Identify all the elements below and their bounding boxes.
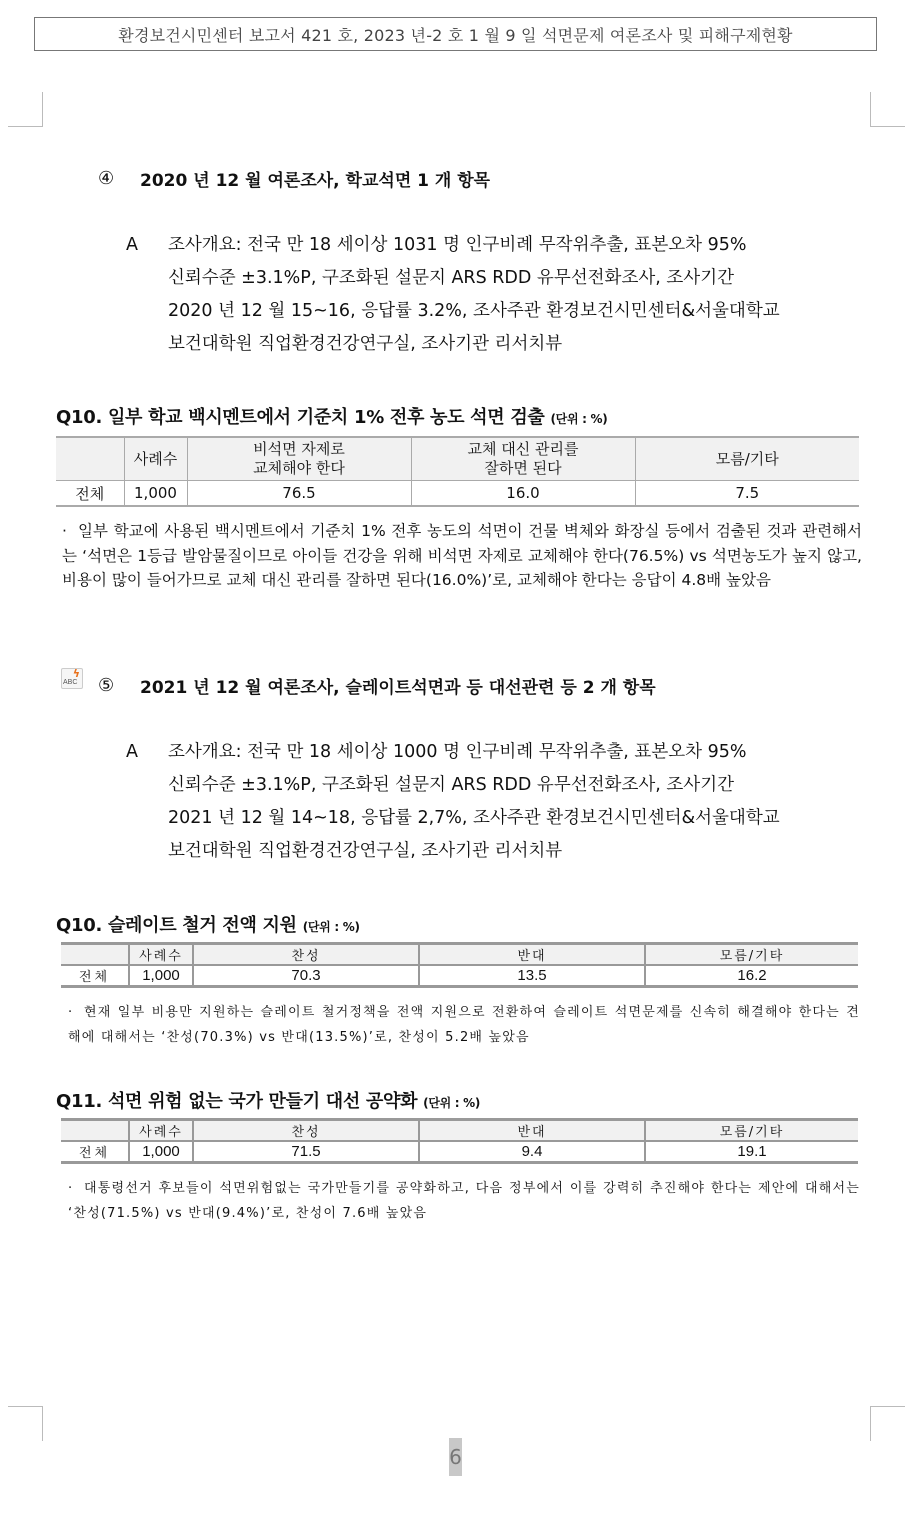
table-cell: 16.2	[645, 965, 858, 987]
result-note	[62, 519, 862, 593]
table-row	[56, 481, 859, 507]
bullet: ·	[62, 522, 67, 540]
result-note	[68, 1176, 860, 1226]
survey-line: 조사개요: 전국 만 18 세이상 1031 명 인구비례 무작위추출, 표본오차 95%	[168, 235, 747, 255]
lightning-icon: ϟ	[72, 667, 80, 680]
table-cell: 7.5	[635, 481, 859, 507]
table-header-row	[56, 437, 859, 481]
survey-line: 보건대학원 직업환경건강연구실, 조사기관 리서치뷰	[168, 334, 563, 354]
table-header-cell	[187, 437, 411, 481]
question-title	[56, 911, 360, 937]
results-table	[61, 942, 858, 988]
table-cell: 19.1	[645, 1141, 858, 1163]
survey-line: 신뢰수준 ±3.1%P, 구조화된 설문지 ARS RDD 유무선전화조사, 조사기간	[168, 775, 734, 795]
section-4-heading	[98, 166, 490, 191]
list-marker: A	[126, 742, 138, 762]
table-header-cell: 찬성	[193, 1120, 419, 1142]
result-note-text: 대통령선거 후보들이 석면위험없는 국가만들기를 공약화하고, 다음 정부에서 이를 강력히 추진해야 한다는 제안에 대해서는 ‘찬성(71.5%) vs 반대(9.4%)’로, 찬성이 7.6배 높았음	[68, 1181, 860, 1221]
unit-label: (단위 : %)	[550, 412, 608, 426]
section-4-number: ④	[98, 168, 115, 189]
result-note-text: 일부 학교에 사용된 백시멘트에서 기준치 1% 전후 농도의 석면이 건물 벽체와 화장실 등에서 검출된 것과 관련해서는 ‘석면은 1등급 발암물질이므로 아이들 건강을 위해 비석면 자제로 교체해야 한다(76.5%) vs 석면농도가 높지 않고, 비용이 많이 들어가므로 교체 대신 관리를 잘하면 된다(16.0%)’로, 교체해야 한다는 응답이 4.8배 높았음	[62, 522, 862, 589]
crop-mark-top-left	[8, 92, 43, 127]
table-cell: 전체	[75, 484, 105, 503]
spellcheck-icon-label: ABC	[63, 679, 78, 686]
table-header-cell	[61, 1120, 129, 1142]
survey-line: 신뢰수준 ±3.1%P, 구조화된 설문지 ARS RDD 유무선전화조사, 조사기간	[168, 268, 734, 288]
question-title	[56, 1087, 480, 1113]
unit-label: (단위 : %)	[423, 1096, 481, 1110]
table-header-cell: 모름/기타	[645, 1120, 858, 1142]
question-title-text: Q10. 슬레이트 철거 전액 지원	[56, 915, 297, 936]
table-header-cell: 반대	[419, 1120, 645, 1142]
result-note-text: 현재 일부 비용만 지원하는 슬레이트 철거정책을 전액 지원으로 전환하여 슬레이트 석면문제를 신속히 해결해야 한다는 견해에 대해서는 ‘찬성(70.3%) vs 반대(13.5%)’로, 찬성이 5.2배 높았음	[68, 1005, 860, 1045]
section-5-number: ⑤	[98, 675, 115, 696]
table-header-cell	[411, 437, 635, 481]
table-cell: 9.4	[419, 1141, 645, 1163]
table-header-cell: 사례수	[129, 1120, 193, 1142]
table-cell: 전체	[78, 970, 111, 985]
table-cell: 16.0	[411, 481, 635, 507]
table-header-cell: 반대	[419, 944, 645, 966]
table-cell: 13.5	[419, 965, 645, 987]
table-header-cell	[56, 437, 124, 481]
table-header-cell: 모름/기타	[645, 944, 858, 966]
table-row	[61, 1141, 858, 1163]
crop-mark-top-right	[870, 92, 905, 127]
question-title-text: Q11. 석면 위험 없는 국가 만들기 대선 공약화	[56, 1091, 418, 1112]
table-header-cell	[61, 944, 129, 966]
report-header-title: 환경보건시민센터 보고서 421 호, 2023 년-2 호 1 월 9 일 석면문제 여론조사 및 피해구제현황	[118, 25, 793, 45]
table-cell: 70.3	[193, 965, 419, 987]
question-title	[56, 403, 607, 429]
table-header-text: 비석면 자제로 교체해야 한다	[253, 440, 345, 477]
table-cell: 1,000	[129, 1141, 193, 1163]
survey-line: 2020 년 12 월 15~16, 응답률 3.2%, 조사주관 환경보건시민센터&서울대학교	[168, 301, 780, 321]
table-row	[61, 965, 858, 987]
spellcheck-icon[interactable]	[61, 668, 83, 689]
report-header	[34, 17, 877, 51]
results-table	[61, 1118, 858, 1164]
page-number: 6	[449, 1438, 462, 1476]
table-header-cell: 사례수	[124, 437, 187, 481]
bullet: ·	[68, 1181, 74, 1196]
table-header-row	[61, 944, 858, 966]
table-header-text: 교체 대신 관리를 잘하면 된다	[467, 440, 579, 477]
list-marker: A	[126, 235, 138, 255]
section-5-title: 2021 년 12 월 여론조사, 슬레이트석면과 등 대선관련 등 2 개 항목	[140, 678, 656, 698]
survey-line: 2021 년 12 월 14~18, 응답률 2,7%, 조사주관 환경보건시민센터&서울대학교	[168, 808, 780, 828]
table-cell: 71.5	[193, 1141, 419, 1163]
table-cell: 전체	[78, 1146, 111, 1161]
bullet: ·	[68, 1005, 74, 1020]
survey-line: 보건대학원 직업환경건강연구실, 조사기관 리서치뷰	[168, 841, 563, 861]
result-note	[68, 1000, 860, 1050]
table-cell: 76.5	[187, 481, 411, 507]
table-header-cell: 모름/기타	[635, 437, 859, 481]
survey-line: 조사개요: 전국 만 18 세이상 1000 명 인구비례 무작위추출, 표본오차 95%	[168, 742, 747, 762]
results-table	[56, 436, 859, 507]
table-cell: 1,000	[124, 481, 187, 507]
crop-mark-bottom-right	[870, 1406, 905, 1441]
table-cell: 1,000	[129, 965, 193, 987]
unit-label: (단위 : %)	[302, 920, 360, 934]
section-5-heading	[98, 673, 656, 698]
table-header-cell: 사례수	[129, 944, 193, 966]
table-header-row	[61, 1120, 858, 1142]
crop-mark-bottom-left	[8, 1406, 43, 1441]
section-4-title: 2020 년 12 월 여론조사, 학교석면 1 개 항목	[140, 171, 491, 191]
table-header-cell: 찬성	[193, 944, 419, 966]
question-title-text: Q10. 일부 학교 백시멘트에서 기준치 1% 전후 농도 석면 검출	[56, 407, 545, 428]
